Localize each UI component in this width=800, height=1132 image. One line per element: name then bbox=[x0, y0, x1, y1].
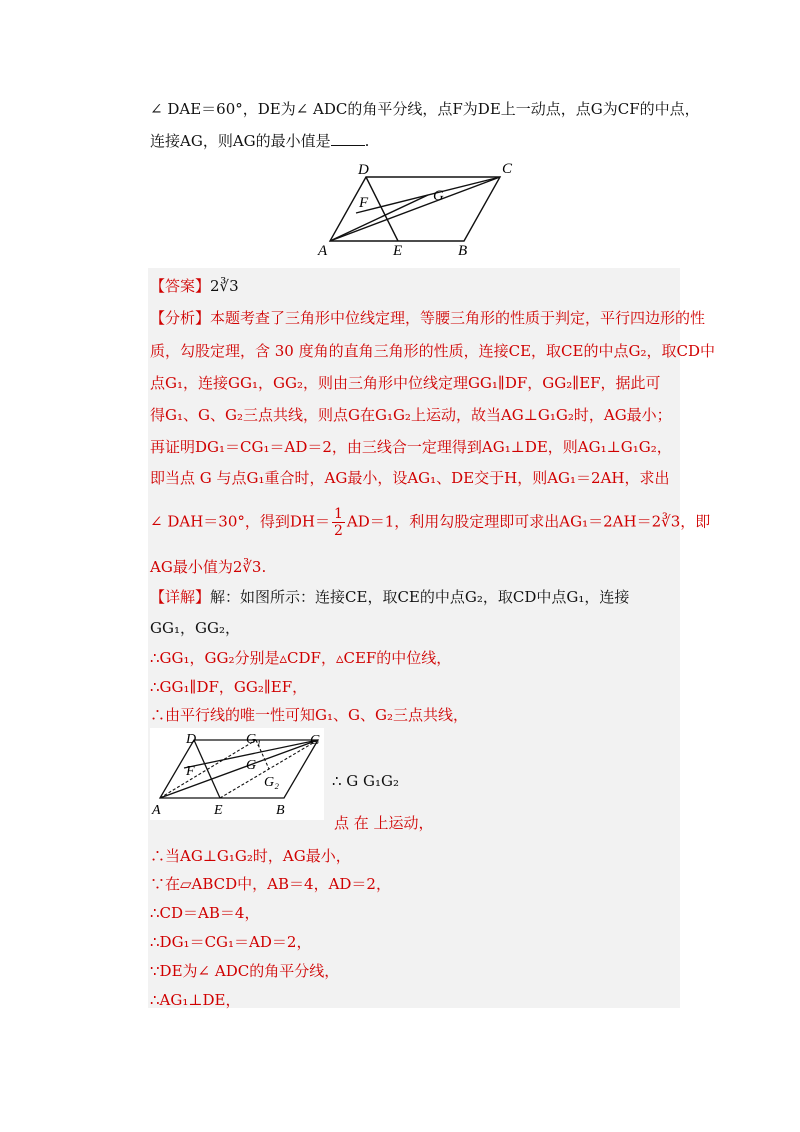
fig2-label-G: G bbox=[246, 758, 257, 773]
detail-line-10: ∵DE为∠ ADC的角平分线， bbox=[150, 962, 340, 980]
analysis-line-2: 质，勾股定理，含 30 度角的直角三角形的性质，连接CE，取CE的中点G₂，取CD中 bbox=[150, 342, 715, 360]
detail-side-2: 点 在 上运动， bbox=[334, 814, 434, 832]
fig1-label-G: G bbox=[433, 188, 444, 204]
figure-parallelogram-2 bbox=[150, 728, 324, 820]
fig2-label-F: F bbox=[186, 764, 195, 779]
fig1-label-E: E bbox=[393, 243, 403, 259]
figure-parallelogram-1 bbox=[300, 155, 520, 260]
fig2-label-C: C bbox=[310, 733, 320, 748]
fig2-label-A: A bbox=[152, 803, 161, 818]
answer-line bbox=[150, 275, 239, 296]
fraction-denominator: 2 bbox=[333, 523, 343, 539]
fraction-one-half bbox=[332, 506, 345, 539]
fig1-label-B: B bbox=[458, 243, 468, 259]
answer-blank bbox=[331, 131, 365, 146]
analysis-line-8: AG最小值为2∛3. bbox=[150, 558, 267, 576]
fig1-label-C: C bbox=[502, 161, 513, 177]
analysis-line-6: 即当点 G 与点G₁重合时，AG最小，设AG₁、DE交于H，则AG₁＝2AH，求出 bbox=[150, 469, 670, 487]
fig2-label-D: D bbox=[186, 732, 197, 747]
analysis-line-4: 得G₁、G、G₂三点共线，则点G在G₁G₂上运动，故当AG⊥G₁G₂时，AG最小； bbox=[150, 406, 672, 424]
fig2-label-B: B bbox=[276, 803, 285, 818]
fraction-numerator: 1 bbox=[333, 506, 343, 522]
detail-label: 【详解】 bbox=[150, 588, 211, 606]
detail-line-3: ∴GG₁，GG₂分别是▵CDF，▵CEF的中位线， bbox=[150, 649, 452, 667]
analysis-line-1 bbox=[150, 307, 705, 328]
analysis-line-5: 再证明DG₁＝CG₁＝AD＝2，由三线合一定理得到AG₁⊥DE，则AG₁⊥G₁G₂， bbox=[150, 438, 672, 456]
fig2-label-G2: G₂ bbox=[264, 775, 279, 790]
analysis-line-7 bbox=[150, 506, 710, 539]
detail-line-5: ∴由平行线的唯一性可知G₁、G、G₂三点共线， bbox=[150, 706, 468, 724]
analysis-line-3: 点G₁，连接GG₁，GG₂，则由三角形中位线定理GG₁∥DF，GG₂∥EF，据此可 bbox=[150, 374, 661, 392]
analysis-label: 【分析】 bbox=[150, 309, 211, 327]
detail-line-6: ∴当AG⊥G₁G₂时，AG最小， bbox=[150, 847, 351, 865]
detail-line-4: ∴GG₁∥DF，GG₂∥EF， bbox=[150, 678, 308, 696]
fig2-label-G1: G₁ bbox=[246, 732, 261, 747]
analysis-text-7b: AD＝1，利用勾股定理即可求出AG₁＝2AH＝2∛3，即 bbox=[346, 512, 711, 531]
answer-value: 2∛3 bbox=[210, 277, 239, 295]
fig2-label-E: E bbox=[214, 803, 223, 818]
question-line-2-text: 连接AG，则AG的最小值是 bbox=[150, 132, 331, 150]
fig1-label-F: F bbox=[359, 195, 369, 211]
detail-line-11: ∴AG₁⊥DE， bbox=[150, 991, 241, 1009]
detail-line-7: ∵在▱ABCD中，AB＝4，AD＝2， bbox=[150, 875, 391, 893]
fig1-label-D: D bbox=[358, 162, 369, 178]
detail-side-1: ∴ G G₁G₂ bbox=[332, 772, 400, 790]
fig1-label-A: A bbox=[318, 243, 328, 259]
detail-text-1: 解：如图所示：连接CE，取CE的中点G₂，取CD中点G₁，连接 bbox=[210, 588, 630, 606]
detail-line-2: GG₁，GG₂， bbox=[150, 619, 240, 637]
question-line-1: ∠ DAE＝60°，DE为∠ ADC的角平分线，点F为DE上一动点，点G为CF的中点， bbox=[150, 100, 700, 118]
analysis-text-7a: ∠ DAH＝30°，得到DH＝ bbox=[150, 512, 330, 531]
question-line-2 bbox=[150, 130, 369, 151]
detail-line-1 bbox=[150, 586, 629, 607]
answer-label: 【答案】 bbox=[150, 277, 211, 295]
question-line-2-end: . bbox=[364, 132, 370, 150]
analysis-text-1: 本题考查了三角形中位线定理，等腰三角形的性质于判定，平行四边形的性 bbox=[210, 309, 706, 327]
detail-line-8: ∴CD＝AB＝4， bbox=[150, 904, 260, 922]
detail-line-9: ∴DG₁＝CG₁＝AD＝2， bbox=[150, 933, 312, 951]
